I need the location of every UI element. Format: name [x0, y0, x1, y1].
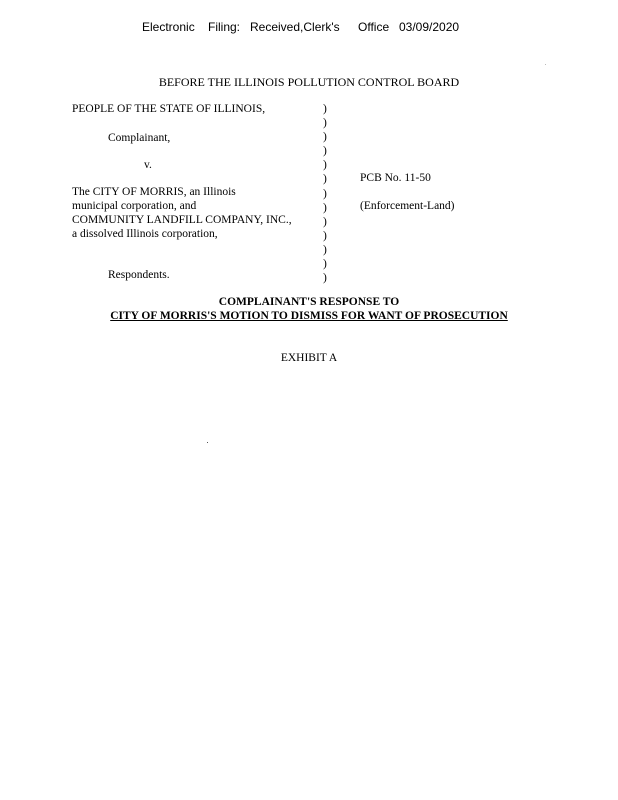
document-title-line-2: CITY OF MORRIS'S MOTION TO DISMISS FOR WANT OF PROSECUTION [110, 310, 508, 322]
stamp-received: Received,Clerk's [250, 20, 340, 34]
paren: ) [323, 117, 327, 130]
stamp-office: Office [358, 20, 390, 34]
paren: ) [323, 159, 327, 172]
case-number: PCB No. 11-50 [360, 172, 431, 184]
paren: ) [323, 201, 327, 214]
respondents-label: Respondents. [108, 269, 170, 281]
paren: ) [323, 103, 327, 115]
paren: ) [323, 243, 327, 256]
paren: ) [323, 173, 327, 186]
court-heading: BEFORE THE ILLINOIS POLLUTION CONTROL BOARD [158, 75, 460, 89]
stamp-filing: Filing: [208, 20, 241, 34]
case-type: (Enforcement-Land) [360, 200, 455, 212]
paren: ) [323, 272, 327, 285]
stamp-electronic: Electronic [142, 20, 195, 34]
respondent-line-2: municipal corporation, and [72, 200, 197, 212]
paren: ) [323, 145, 327, 158]
respondent-line-3: COMMUNITY LANDFILL COMPANY, INC., [72, 214, 292, 226]
exhibit-label: EXHIBIT A [280, 352, 338, 364]
paren: ) [323, 258, 327, 271]
versus: v. [144, 159, 152, 171]
scan-speck [545, 64, 546, 65]
paren: ) [323, 187, 327, 200]
complainant-party: PEOPLE OF THE STATE OF ILLINOIS, [72, 103, 266, 115]
paren: ) [323, 229, 327, 242]
stamp-date: 03/09/2020 [399, 20, 460, 34]
complainant-label: Complainant, [108, 132, 171, 144]
scan-speck [207, 442, 208, 443]
paren: ) [323, 131, 327, 144]
caption-paren-column [323, 102, 327, 285]
paren: ) [323, 215, 327, 228]
document-title-line-1: COMPLAINANT'S RESPONSE TO [218, 296, 400, 308]
respondent-line-4: a dissolved Illinois corporation, [72, 228, 218, 240]
respondent-line-1: The CITY OF MORRIS, an Illinois [72, 186, 236, 198]
